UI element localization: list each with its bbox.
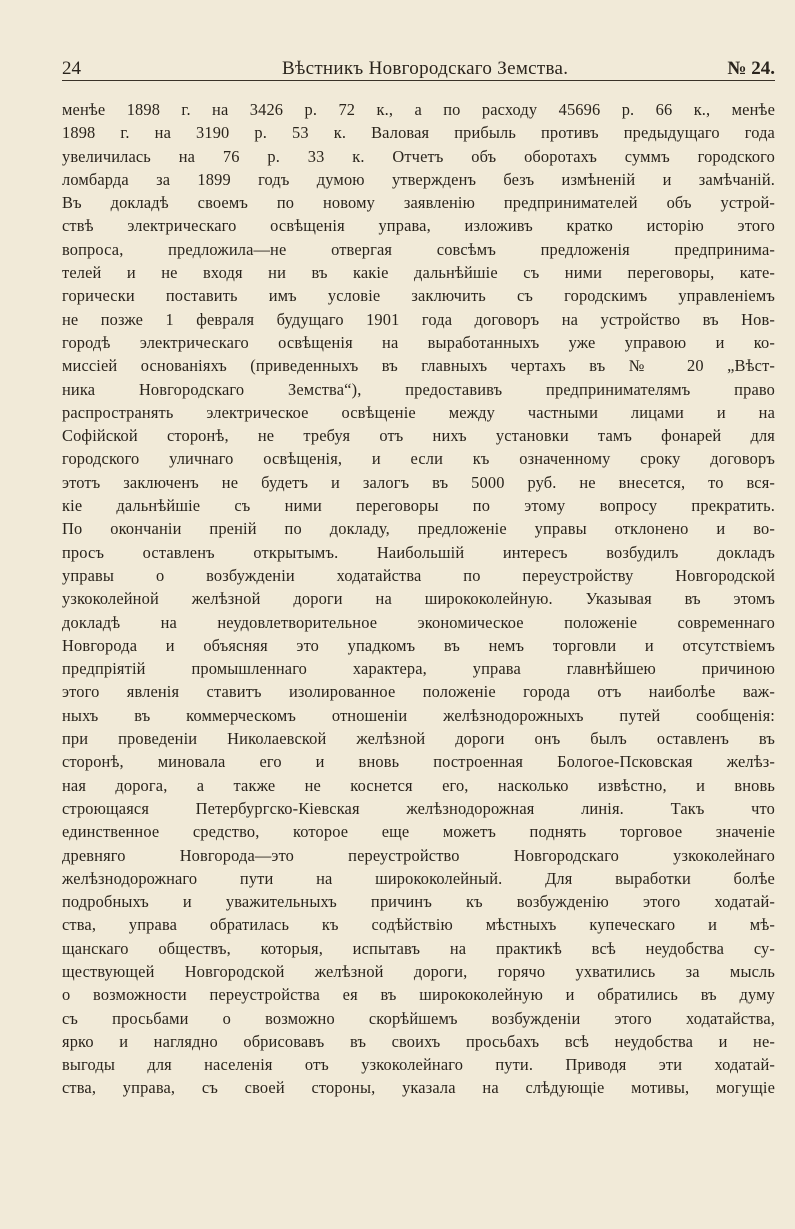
text-line: ства, управа обратилась къ содѣйствію мѣстныхъ купеческаго и мѣ- xyxy=(62,915,775,935)
text-line: Новгорода и объясняя это упадкомъ въ немъ торговли и отсутствіемъ xyxy=(62,635,775,655)
document-page xyxy=(62,56,775,1100)
text-line: этого явленія ставитъ изолированное положеніе города отъ наиболѣе важ- xyxy=(62,682,775,702)
text-line: ства, управа, съ своей стороны, указала на слѣдующіе мотивы, могущіе xyxy=(62,1078,775,1098)
text-line: узкоколейной желѣзной дороги на ширококолейную. Указывая въ этомъ xyxy=(62,589,775,609)
text-line: древняго Новгорода—это переустройство Новгородскаго узкоколейнаго xyxy=(62,845,775,865)
text-line: съ просьбами о возможно скорѣйшемъ возбужденіи этого ходатайства, xyxy=(62,1008,775,1028)
text-line: вопроса, предложила—не отвергая совсѣмъ предложенія предпринима- xyxy=(62,239,775,259)
text-line: единственное средство, которое еще можетъ поднять торговое значеніе xyxy=(62,822,775,842)
body-text xyxy=(62,98,775,1100)
page-header xyxy=(62,56,775,84)
text-line: ярко и наглядно обрисовавъ въ своихъ просьбахъ всѣ неудобства и не- xyxy=(62,1031,775,1051)
text-line: горически поставить имъ условіе заключить съ городскимъ управленіемъ xyxy=(62,286,775,306)
text-line: распространять электрическое освѣщеніе между частными лицами и на xyxy=(62,402,775,422)
text-line: докладѣ на неудовлетворительное экономическое положеніе современнаго xyxy=(62,612,775,632)
text-line: этотъ заключенъ не будетъ и залогъ въ 5000 руб. не внесется, то вся- xyxy=(62,472,775,492)
text-line: ника Новгородскаго Земства“), предоставивъ предпринимателямъ право xyxy=(62,379,775,399)
text-line: управы о возбужденіи ходатайства по переустройству Новгородской xyxy=(62,565,775,585)
text-line: ствѣ электрическаго освѣщенія управа, изложивъ кратко исторію этого xyxy=(62,216,775,236)
text-line: Въ докладѣ своемъ по новому заявленію предпринимателей объ устрой- xyxy=(62,193,775,213)
text-line: о возможности переустройства ея въ ширококолейную и обратились въ думу xyxy=(62,985,775,1005)
text-line: ломбарда за 1899 годъ думою утвержденъ безъ измѣненій и замѣчаній. xyxy=(62,169,775,189)
text-line: 1898 г. на 3190 р. 53 к. Валовая прибыль противъ предыдущаго года xyxy=(62,123,775,143)
issue-number: № 24. xyxy=(727,58,775,79)
text-line: городѣ электрическаго освѣщенія на выработанныхъ уже управою и ко- xyxy=(62,332,775,352)
text-line: По окончаніи преній по докладу, предложеніе управы отклонено и во- xyxy=(62,519,775,539)
text-line: Софійской сторонѣ, не требуя отъ нихъ установки тамъ фонарей для xyxy=(62,426,775,446)
text-line: ныхъ въ коммерческомъ отношеніи желѣзнодорожныхъ путей сообщенія: xyxy=(62,705,775,725)
text-line: кіе дальнѣйшіе съ ними переговоры по этому вопросу прекратить. xyxy=(62,496,775,516)
text-line: выгоды для населенія отъ узкоколейнаго пути. Приводя эти ходатай- xyxy=(62,1055,775,1075)
text-line: миссіей основаніяхъ (приведенныхъ въ главныхъ чертахъ въ № 20 „Вѣст- xyxy=(62,356,775,376)
text-line: телей и не входя ни въ какіе дальнѣйшіе съ ними переговоры, кате- xyxy=(62,263,775,283)
text-line: предпріятій промышленнаго характера, управа главнѣйшею причиною xyxy=(62,659,775,679)
text-line: щанскаго обществъ, которыя, испытавъ на практикѣ всѣ неудобства су- xyxy=(62,938,775,958)
header-rule xyxy=(62,80,775,81)
text-line: не позже 1 февраля будущаго 1901 года договоръ на устройство въ Нов- xyxy=(62,309,775,329)
text-line: увеличилась на 76 р. 33 к. Отчетъ объ оборотахъ суммъ городского xyxy=(62,146,775,166)
text-line: менѣе 1898 г. на 3426 р. 72 к., а по расходу 45696 р. 66 к., менѣе xyxy=(62,100,775,119)
text-line: городского уличнаго освѣщенія, и если къ означенному сроку договоръ xyxy=(62,449,775,469)
text-line: подробныхъ и уважительныхъ причинъ къ возбужденію этого ходатай- xyxy=(62,892,775,912)
text-line: строющаяся Петербургско-Кіевская желѣзнодорожная линія. Такъ что xyxy=(62,798,775,818)
text-line: просъ оставленъ открытымъ. Наибольшій интересъ возбудилъ докладъ xyxy=(62,542,775,562)
text-line: ществующей Новгородской желѣзной дороги, горячо ухватились за мысль xyxy=(62,961,775,981)
text-line: ная дорога, а также не коснется его, насколько извѣстно, и вновь xyxy=(62,775,775,795)
text-line: желѣзнодорожнаго пути на ширококолейный. Для выработки болѣе xyxy=(62,868,775,888)
running-title: Вѣстникъ Новгородскаго Земства. xyxy=(282,58,569,79)
text-line: сторонѣ, миновала его и вновь построенная Бологое-Псковская желѣз- xyxy=(62,752,775,772)
page-number: 24 xyxy=(62,58,81,79)
text-line: при проведеніи Николаевской желѣзной дороги онъ былъ оставленъ въ xyxy=(62,729,775,749)
